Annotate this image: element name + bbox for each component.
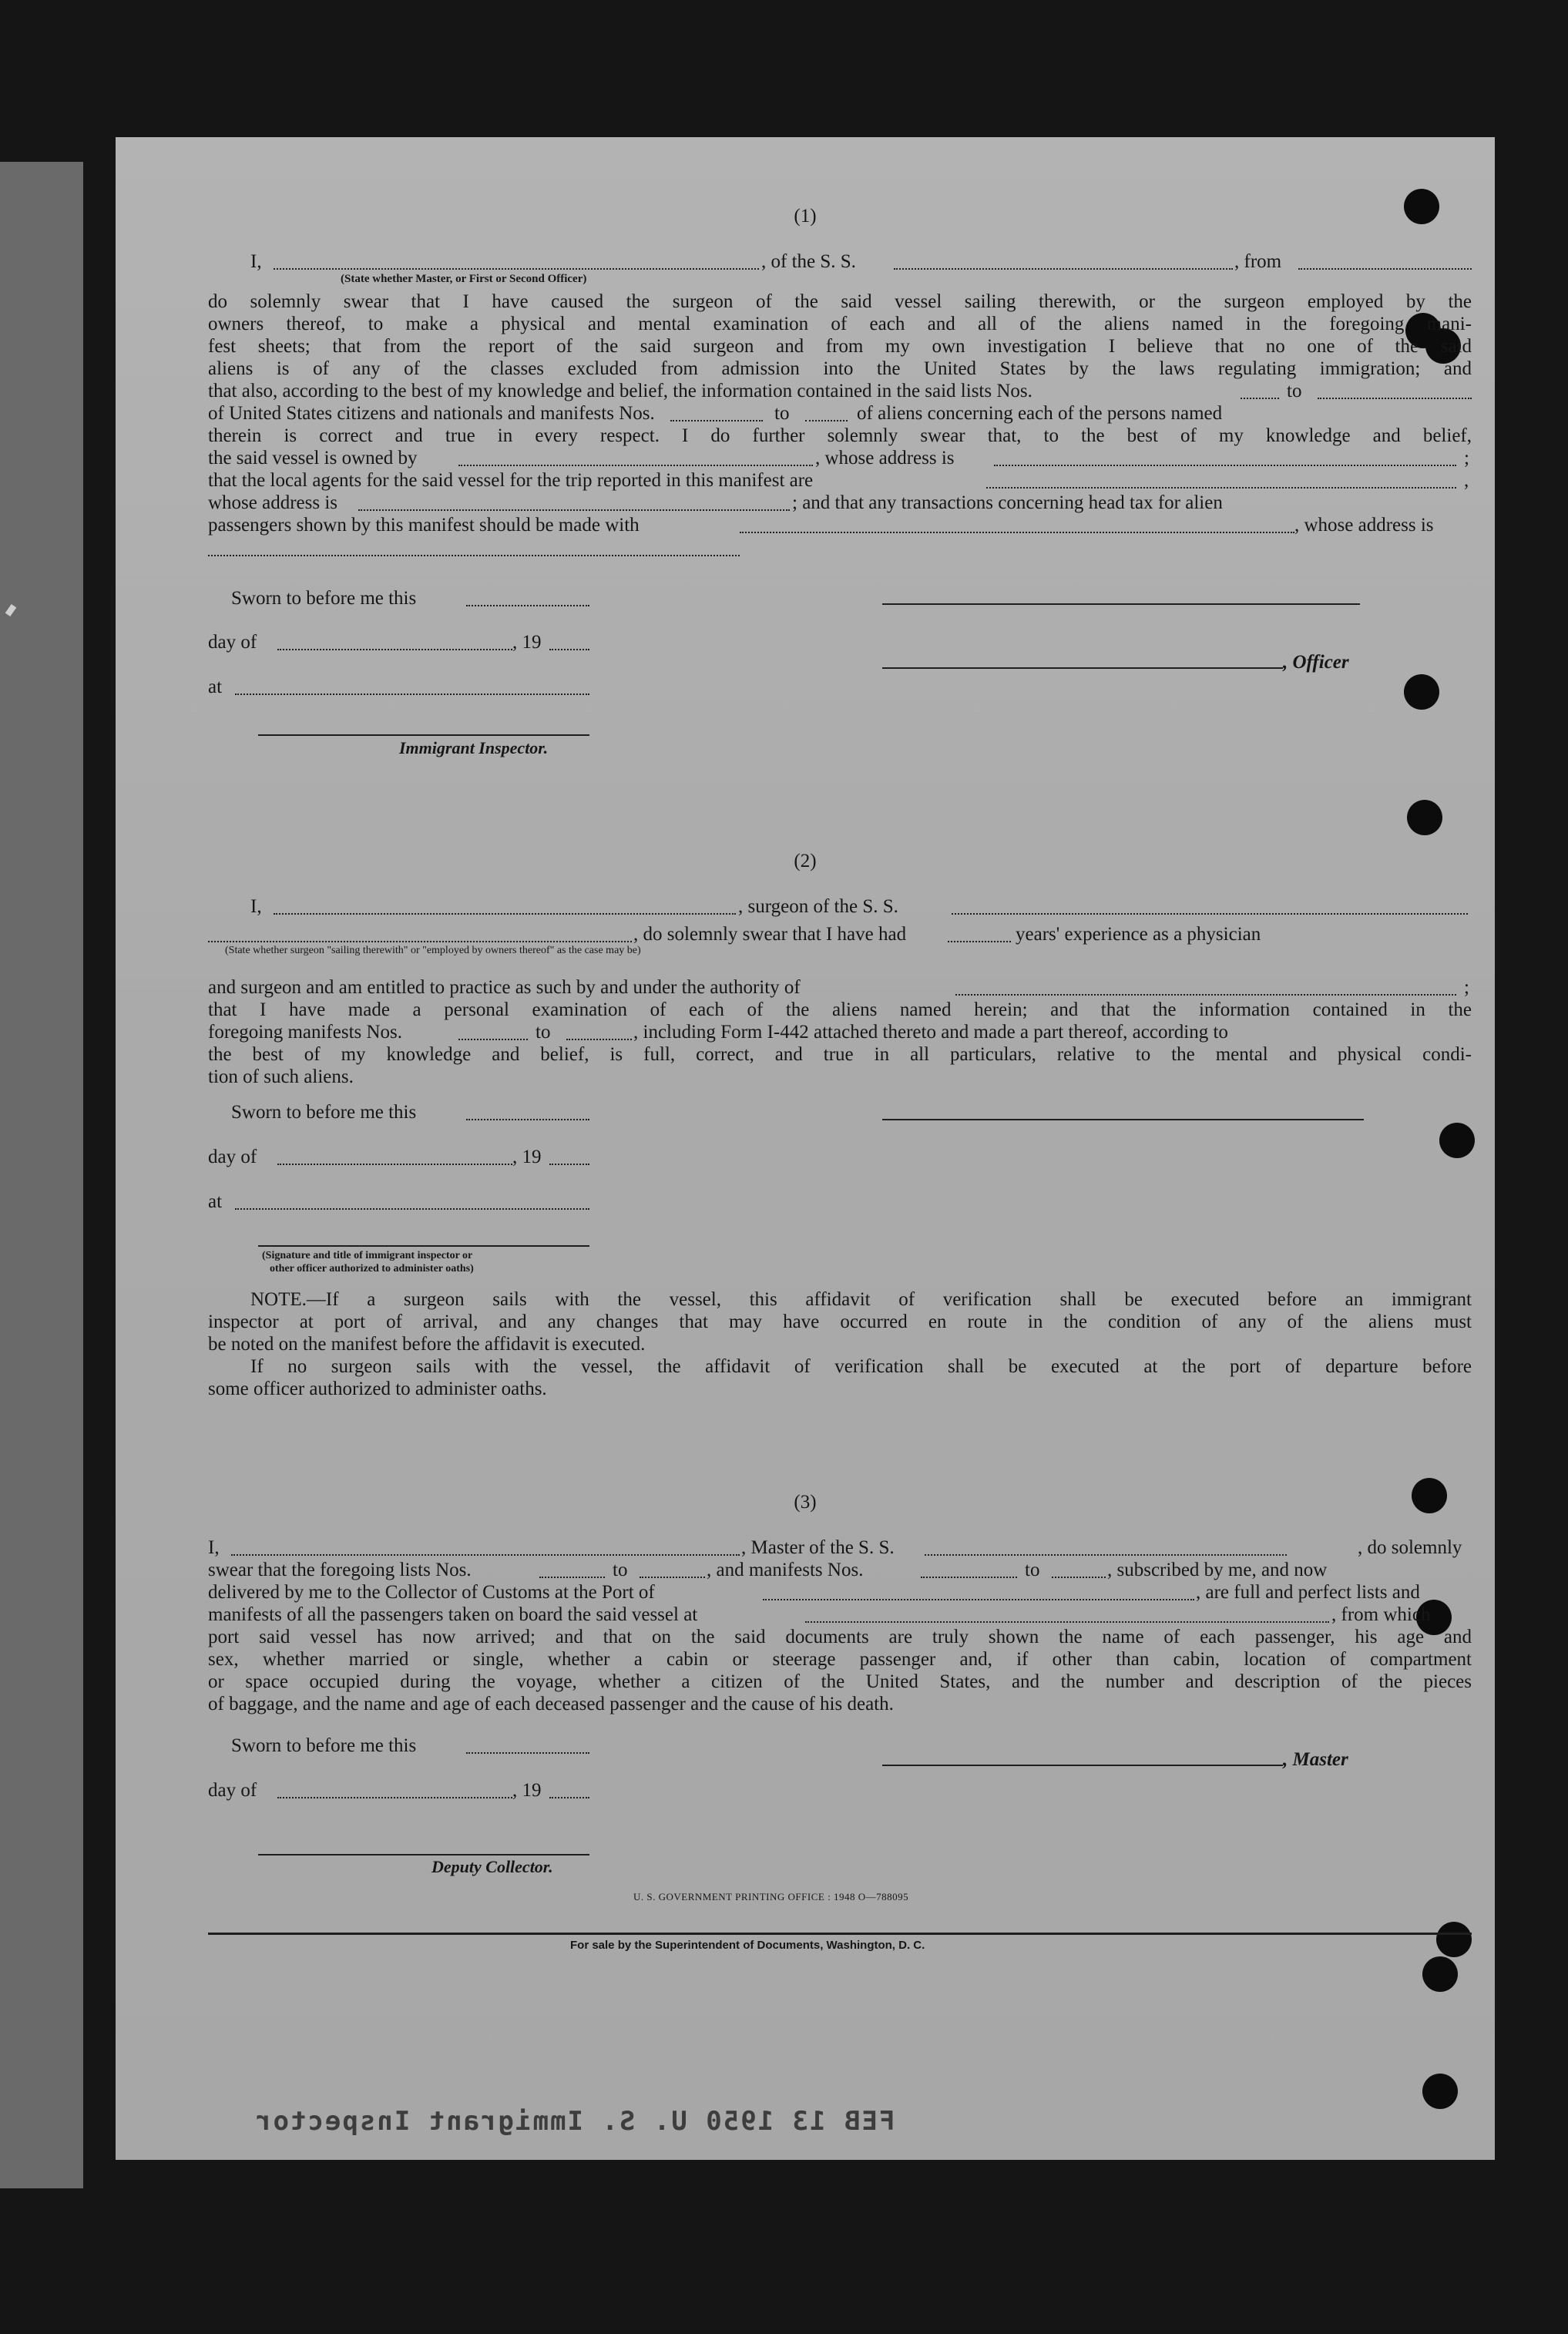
s2-status-blank xyxy=(208,941,632,942)
gpo-imprint: U. S. GOVERNMENT PRINTING OFFICE : 1948 O—788095 xyxy=(633,1891,909,1902)
s3-master-of: , Master of the S. S. xyxy=(741,1537,895,1558)
s3-port-blank xyxy=(763,1599,1194,1600)
s3-master-label: , Master xyxy=(1283,1749,1348,1770)
s3-lists-from-blank xyxy=(539,1577,605,1578)
s1-manifests-to-blank xyxy=(805,420,848,421)
s2-day-blank xyxy=(277,1164,512,1165)
s1-line-10a: whose address is xyxy=(208,492,338,513)
s3-deputy-label: Deputy Collector. xyxy=(431,1857,553,1876)
s1-line-9b: , xyxy=(1464,470,1469,491)
s1-line-11b: , whose address is xyxy=(1294,515,1434,536)
s2-manifests-from-blank xyxy=(458,1039,528,1040)
s3-sworn: Sworn to before me this xyxy=(231,1735,417,1756)
s2-sworn: Sworn to before me this xyxy=(231,1102,417,1123)
s3-line-2c: , and manifests Nos. xyxy=(707,1560,864,1580)
s3-year: , 19 xyxy=(512,1780,542,1801)
s2-year: , 19 xyxy=(512,1147,542,1167)
section-3-number: (3) xyxy=(794,1492,817,1513)
s3-solemnly: , do solemnly xyxy=(1358,1537,1462,1558)
punch-hole xyxy=(1407,800,1442,835)
s2-signature-line xyxy=(882,1119,1364,1120)
s2-line-2a: , do solemnly swear that I have had xyxy=(633,924,907,945)
s1-inspector-label: Immigrant Inspector. xyxy=(399,738,549,757)
section-2-number: (2) xyxy=(794,851,817,871)
s1-line-10b: ; and that any transactions concerning head tax for alien xyxy=(792,492,1223,513)
s1-lists-to-blank xyxy=(1318,398,1472,399)
s2-line-3a: and surgeon and am entitled to practice as such by and under the authority of xyxy=(208,977,801,998)
s3-master-signature-line xyxy=(882,1765,1283,1766)
s3-deputy-line xyxy=(258,1854,589,1855)
s2-day-of: day of xyxy=(208,1147,257,1167)
s1-sworn-blank xyxy=(466,605,589,606)
s2-surgeon-name-blank xyxy=(274,913,736,915)
s1-line-4: aliens is of any of the classes excluded from admission into the United States by the laws regulating immigration; and xyxy=(208,358,1472,379)
s1-line-7: therein is correct and true in every respect. I do further solemnly swear that, to the best of my knowledge and belief, xyxy=(208,425,1472,446)
s1-manifests-from-blank xyxy=(670,420,763,421)
s3-line-3a: delivered by me to the Collector of Customs at the Port of xyxy=(208,1582,655,1603)
s3-lead: I, xyxy=(208,1537,220,1558)
punch-hole xyxy=(1422,2074,1458,2109)
s1-signature-line xyxy=(882,603,1360,605)
adjacent-page-strip xyxy=(0,162,83,2188)
strip-mark xyxy=(5,604,17,616)
s2-manifests-to-blank xyxy=(566,1039,632,1040)
s3-line-4b: , from which xyxy=(1331,1604,1431,1625)
s1-owner-address-blank xyxy=(994,465,1456,466)
s1-line-5a: that also, according to the best of my knowledge and belief, the information contained in the said lists Nos. xyxy=(208,381,1032,401)
s1-vessel-blank xyxy=(894,268,1233,270)
s2-line-5b: to xyxy=(536,1022,551,1043)
affidavit-page xyxy=(116,137,1495,2160)
s2-note2-line-1: If no surgeon sails with the vessel, the affidavit of verification shall be executed at the port of departure before xyxy=(250,1356,1472,1377)
s2-note-line-3: be noted on the manifest before the affidavit is executed. xyxy=(208,1334,646,1355)
s1-line-8a: the said vessel is owned by xyxy=(208,448,418,468)
s2-sworn-blank xyxy=(466,1119,589,1120)
s1-headtax-address-blank xyxy=(208,555,740,556)
s3-line-2a: swear that the foregoing lists Nos. xyxy=(208,1560,472,1580)
punch-hole xyxy=(1422,1956,1458,1992)
s1-lead: I, xyxy=(250,251,262,272)
s3-line-2e: , subscribed by me, and now xyxy=(1107,1560,1328,1580)
s2-line-4: that I have made a personal examination of each of the aliens named herein; and that the information contained in the xyxy=(208,999,1472,1020)
s3-line-2d: to xyxy=(1025,1560,1040,1580)
s1-line-3: fest sheets; that from the report of the said surgeon and from my own investigation I believe that no one of the said xyxy=(208,336,1472,357)
s3-line-3b: , are full and perfect lists and xyxy=(1196,1582,1420,1603)
s1-at-blank xyxy=(235,693,589,695)
s3-sworn-blank xyxy=(466,1752,589,1754)
s2-note-line-1: NOTE.—If a surgeon sails with the vessel, this affidavit of verification shall be executed before an immigrant xyxy=(250,1289,1472,1310)
s2-sig-note-1: (Signature and title of immigrant inspector or xyxy=(262,1250,473,1261)
s2-at-blank xyxy=(235,1208,589,1210)
s3-master-name-blank xyxy=(231,1554,740,1556)
s1-line-6c: of aliens concerning each of the persons named xyxy=(857,403,1223,424)
s1-officer-label: , Officer xyxy=(1283,652,1349,673)
sale-notice: For sale by the Superintendent of Documents, Washington, D. C. xyxy=(570,1939,925,1952)
s2-authority-blank xyxy=(955,994,1456,996)
s2-note: (State whether surgeon "sailing therewith" or "employed by owners thereof" as the case may be) xyxy=(225,945,641,956)
s2-year-blank xyxy=(549,1164,589,1165)
s1-line-8b: , whose address is xyxy=(815,448,955,468)
s1-year: , 19 xyxy=(512,632,542,653)
s2-surgeon-of: , surgeon of the S. S. xyxy=(738,896,898,917)
s2-note-line-2: inspector at port of arrival, and any changes that may have occurred en route in the condition of any of the aliens must xyxy=(208,1311,1472,1332)
s3-day-blank xyxy=(277,1797,512,1798)
s1-sworn: Sworn to before me this xyxy=(231,588,417,609)
s1-from: , from xyxy=(1234,251,1282,272)
s1-line-6b: to xyxy=(774,403,790,424)
s1-inspector-line xyxy=(258,734,589,736)
s1-line-2: owners thereof, to make a physical and mental examination of each and all of the aliens named in the foregoing mani- xyxy=(208,314,1472,334)
s1-of-ss: , of the S. S. xyxy=(761,251,856,272)
s2-line-2b: years' experience as a physician xyxy=(1016,924,1261,945)
s2-line-5a: foregoing manifests Nos. xyxy=(208,1022,403,1043)
s3-line-6: sex, whether married or single, whether a cabin or steerage passenger and, if other than cabin, location of compartment xyxy=(208,1649,1472,1670)
s2-note2-line-2: some officer authorized to administer oaths. xyxy=(208,1379,547,1399)
s1-line-11a: passengers shown by this manifest should be made with xyxy=(208,515,640,536)
punch-hole xyxy=(1436,1922,1472,1957)
s1-lists-from-blank xyxy=(1241,398,1279,399)
s1-at: at xyxy=(208,677,223,697)
s2-line-6: the best of my knowledge and belief, is full, correct, and true in all particulars, relative to the mental and physical condi- xyxy=(208,1044,1472,1065)
s3-vessel-blank xyxy=(925,1554,1287,1556)
s1-owner-blank xyxy=(458,465,813,466)
s2-line-5c: , including Form I-442 attached thereto and made a part thereof, according to xyxy=(633,1022,1228,1043)
s3-manifests-to-blank xyxy=(1052,1577,1106,1578)
s1-line-9a: that the local agents for the said vessel for the trip reported in this manifest are xyxy=(208,470,814,491)
inspection-stamp: FEB 13 1950 U. S. Immigrant Inspector xyxy=(254,2106,895,2137)
s1-note: (State whether Master, or First or Second Officer) xyxy=(341,273,587,285)
s3-embark-port-blank xyxy=(805,1621,1329,1623)
punch-hole xyxy=(1404,674,1439,710)
s3-lists-to-blank xyxy=(640,1577,705,1578)
s2-inspector-line xyxy=(258,1245,589,1247)
s1-headtax-party-blank xyxy=(740,532,1294,533)
s2-at: at xyxy=(208,1191,223,1212)
s2-years-blank xyxy=(948,941,1011,942)
s2-line-3b: ; xyxy=(1464,977,1469,998)
s3-line-5: port said vessel has now arrived; and that on the said documents are truly shown the name of each passenger, his age and xyxy=(208,1627,1472,1647)
s3-line-4a: manifests of all the passengers taken on board the said vessel at xyxy=(208,1604,698,1625)
footer-rule xyxy=(208,1933,1472,1935)
s1-day-of: day of xyxy=(208,632,257,653)
s3-day-of: day of xyxy=(208,1780,257,1801)
s1-year-blank xyxy=(549,649,589,650)
section-1-number: (1) xyxy=(794,206,817,227)
s1-officer-name-blank xyxy=(274,268,759,270)
s3-manifests-from-blank xyxy=(921,1577,1017,1578)
s3-line-7: or space occupied during the voyage, whether a citizen of the United States, and the number and description of the pieces xyxy=(208,1671,1472,1692)
s3-line-2b: to xyxy=(613,1560,628,1580)
s2-lead: I, xyxy=(250,896,262,917)
punch-hole xyxy=(1439,1123,1475,1158)
s3-year-blank xyxy=(549,1797,589,1798)
s1-line-5b: to xyxy=(1287,381,1302,401)
s2-vessel-blank xyxy=(952,913,1468,915)
s1-line-1: do solemnly swear that I have caused the surgeon of the said vessel sailing therewith, or the surgeon employed by the xyxy=(208,291,1472,312)
s3-line-8: of baggage, and the name and age of each deceased passenger and the cause of his death. xyxy=(208,1694,894,1714)
s2-sig-note-2: other officer authorized to administer oaths) xyxy=(270,1263,474,1274)
s1-agents-address-blank xyxy=(358,509,790,511)
s2-line-7: tion of such aliens. xyxy=(208,1066,354,1087)
s1-from-blank xyxy=(1298,268,1472,270)
s1-line-6a: of United States citizens and nationals and manifests Nos. xyxy=(208,403,655,424)
s1-agents-blank xyxy=(986,487,1456,489)
s1-officer-line xyxy=(882,667,1283,669)
s1-line-8c: ; xyxy=(1464,448,1469,468)
s1-day-blank xyxy=(277,649,512,650)
